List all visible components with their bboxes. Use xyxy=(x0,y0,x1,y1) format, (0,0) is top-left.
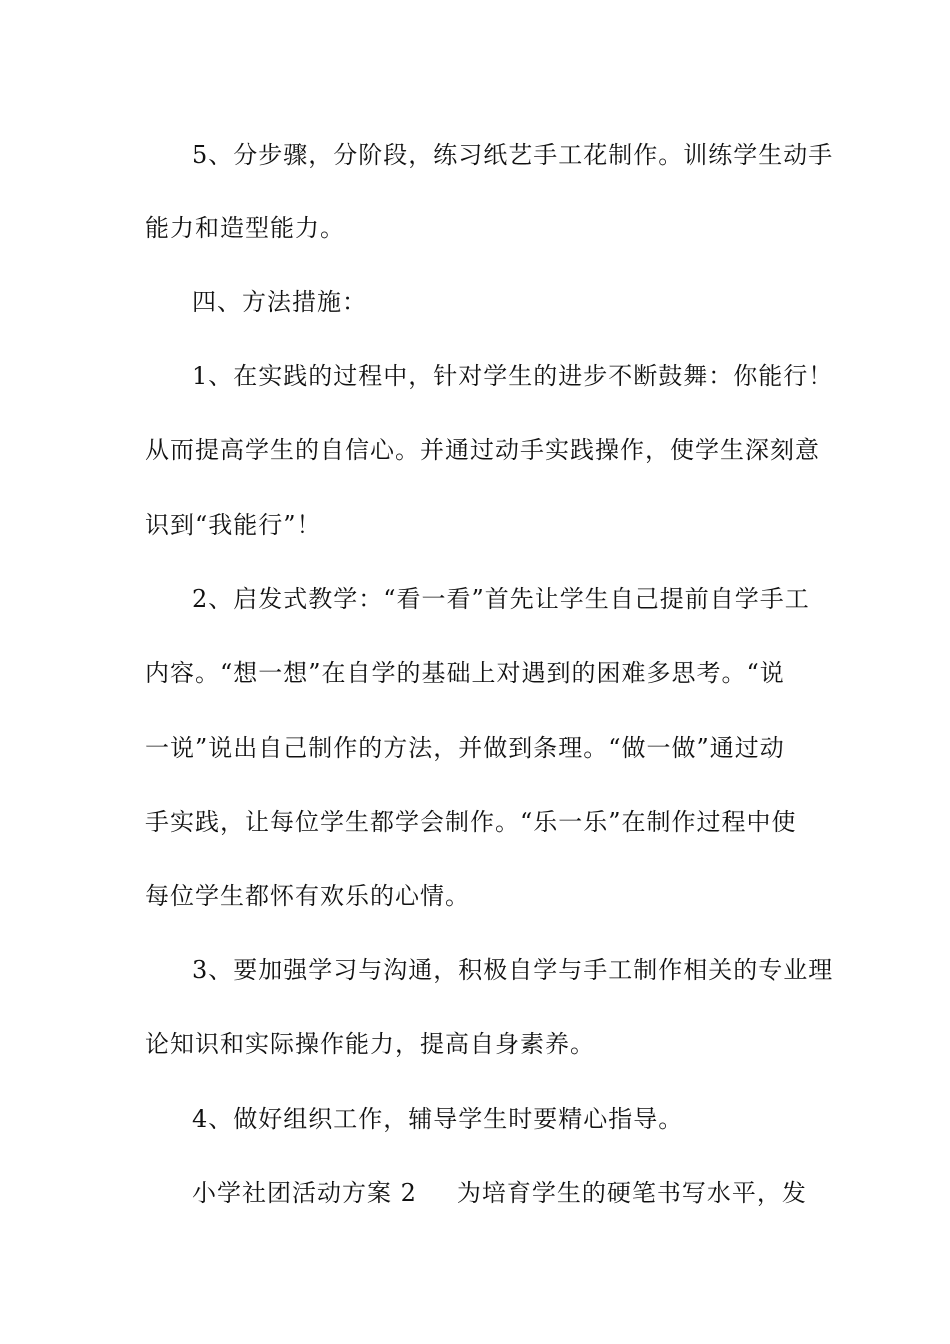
paragraph-line: 5、分步骤，分阶段，练习纸艺手工花制作。训练学生动手 xyxy=(192,141,834,169)
section-heading: 四、方法措施： xyxy=(192,288,367,316)
paragraph-line: 手实践，让每位学生都学会制作。“乐一乐”在制作过程中使 xyxy=(145,808,797,836)
paragraph-line: 从而提高学生的自信心。并通过动手实践操作，使学生深刻意 xyxy=(145,436,820,464)
paragraph-line: 3、要加强学习与沟通，积极自学与手工制作相关的专业理 xyxy=(192,956,834,984)
paragraph-line xyxy=(192,1178,807,1208)
paragraph-line: 4、做好组织工作，辅导学生时要精心指导。 xyxy=(192,1105,684,1133)
paragraph-line: 2、启发式教学：“看一看”首先让学生自己提前自学手工 xyxy=(192,585,810,613)
paragraph-line: 论知识和实际操作能力，提高自身素养。 xyxy=(145,1030,595,1058)
paragraph-line: 能力和造型能力。 xyxy=(145,214,345,242)
next-plan-title: 小学社团活动方案 2 xyxy=(192,1179,417,1207)
paragraph-line: 1、在实践的过程中，针对学生的进步不断鼓舞：你能行！ xyxy=(192,362,834,390)
paragraph-line: 每位学生都怀有欢乐的心情。 xyxy=(145,882,470,910)
paragraph-line: 识到“我能行”！ xyxy=(145,511,322,539)
paragraph-line: 内容。“想一想”在自学的基础上对遇到的困难多思考。“说 xyxy=(145,659,785,687)
next-plan-text: 为培育学生的硬笔书写水平，发 xyxy=(456,1179,807,1207)
paragraph-line: 一说”说出自己制作的方法，并做到条理。“做一做”通过动 xyxy=(145,734,785,762)
